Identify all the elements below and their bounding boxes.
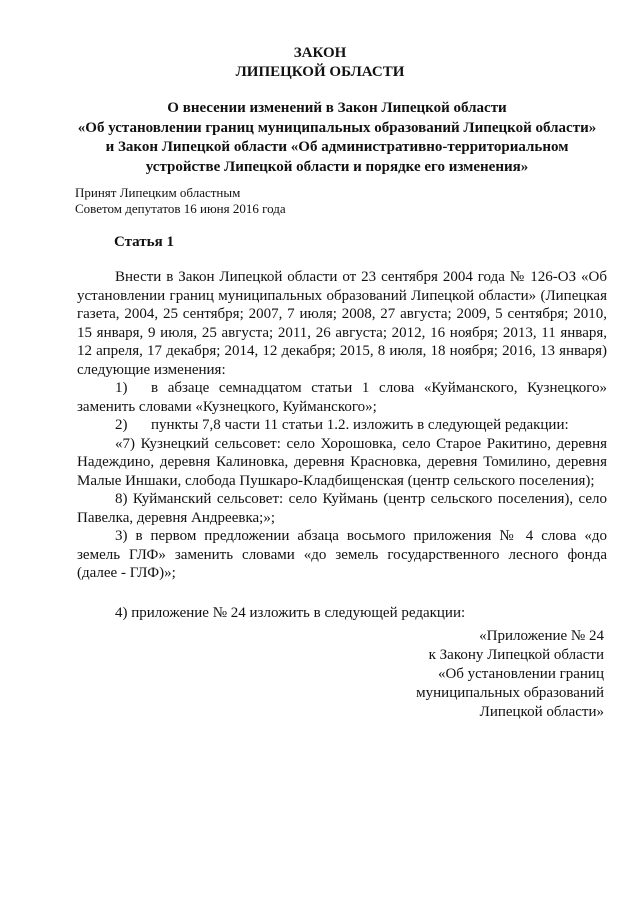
appendix-line-4: муниципальных образований [416,685,604,701]
law-subtitle [60,99,614,177]
law-subtitle-line-2: «Об установлении границ муниципальных образований Липецкой области» [77,119,597,136]
adoption-note [75,185,286,217]
item-text-2: пункты 7,8 части 11 статьи 1.2. изложить в следующей редакции: [151,417,569,433]
item-number-2: 2) [115,417,128,433]
article-heading: Статья 1 [114,234,174,250]
appendix-line-2: к Закону Липецкой области [428,647,604,663]
article-point-7: «7) Кузнецкий сельсовет: село Хорошовка, село Старое Ракитино, деревня Надеждино, деревня Калиновка, деревня Красновка, деревня Томилино, деревня Малые Иншаки, слобода Пушкаро-Кладбищенская (центр сельского поселения); [77,435,607,489]
law-title-line-1: ЗАКОН [293,45,347,61]
item-text-1: в абзаце семнадцатом статьи 1 слова «Куйманского, Кузнецкого» заменить словами «Кузнецкого, Куйманского»; [77,380,607,415]
appendix-header [416,627,604,722]
law-title-line-2: ЛИПЕЦКОЙ ОБЛАСТИ [235,64,405,80]
article-item-4: 4) приложение № 24 изложить в следующей редакции: [115,604,466,621]
article-item-2 [77,416,607,435]
article-item-1 [77,379,607,416]
appendix-line-3: «Об установлении границ [437,666,604,682]
law-subtitle-line-3: и Закон Липецкой области «Об административно-территориальном [105,139,569,155]
appendix-line-1: «Приложение № 24 [479,628,604,644]
law-title [0,44,640,82]
adoption-note-line-2: Советом депутатов 16 июня 2016 года [75,201,286,216]
adoption-note-line-1: Принят Липецким областным [75,185,241,200]
law-subtitle-line-1: О внесении изменений в Закон Липецкой области [167,100,507,116]
law-subtitle-line-4: устройстве Липецкой области и порядке его изменения» [145,158,529,175]
item-number-1: 1) [115,380,128,396]
article-item-3: 3) в первом предложении абзаца восьмого приложения № 4 слова «до земель ГЛФ» заменить словами «до земель государственного лесного фонда (далее - ГЛФ)»; [77,528,607,581]
article-point-8: 8) Куйманский сельсовет: село Куймань (центр сельского поселения), село Павелка, деревня Андреевка;»; [77,491,607,526]
article-body [77,268,607,622]
article-intro-paragraph: Внести в Закон Липецкой области от 23 сентября 2004 года № 126-ОЗ «Об установлении границ муниципальных образований Липецкой области» (Липецкая газета, 2004, 25 сентября; 2007, 7 июля; 2008, 27 августа; 2009, 5 сентября; 2010, 15 января, 9 июля, 25 августа; 2011, 26 августа; 2012, 16 ноября; 2013, 11 января, 12 апреля, 17 декабря; 2014, 12 декабря; 2015, 8 июля, 18 ноября; 2016, 13 января) следующие изменения: [77,269,607,378]
appendix-line-5: Липецкой области» [479,704,604,720]
